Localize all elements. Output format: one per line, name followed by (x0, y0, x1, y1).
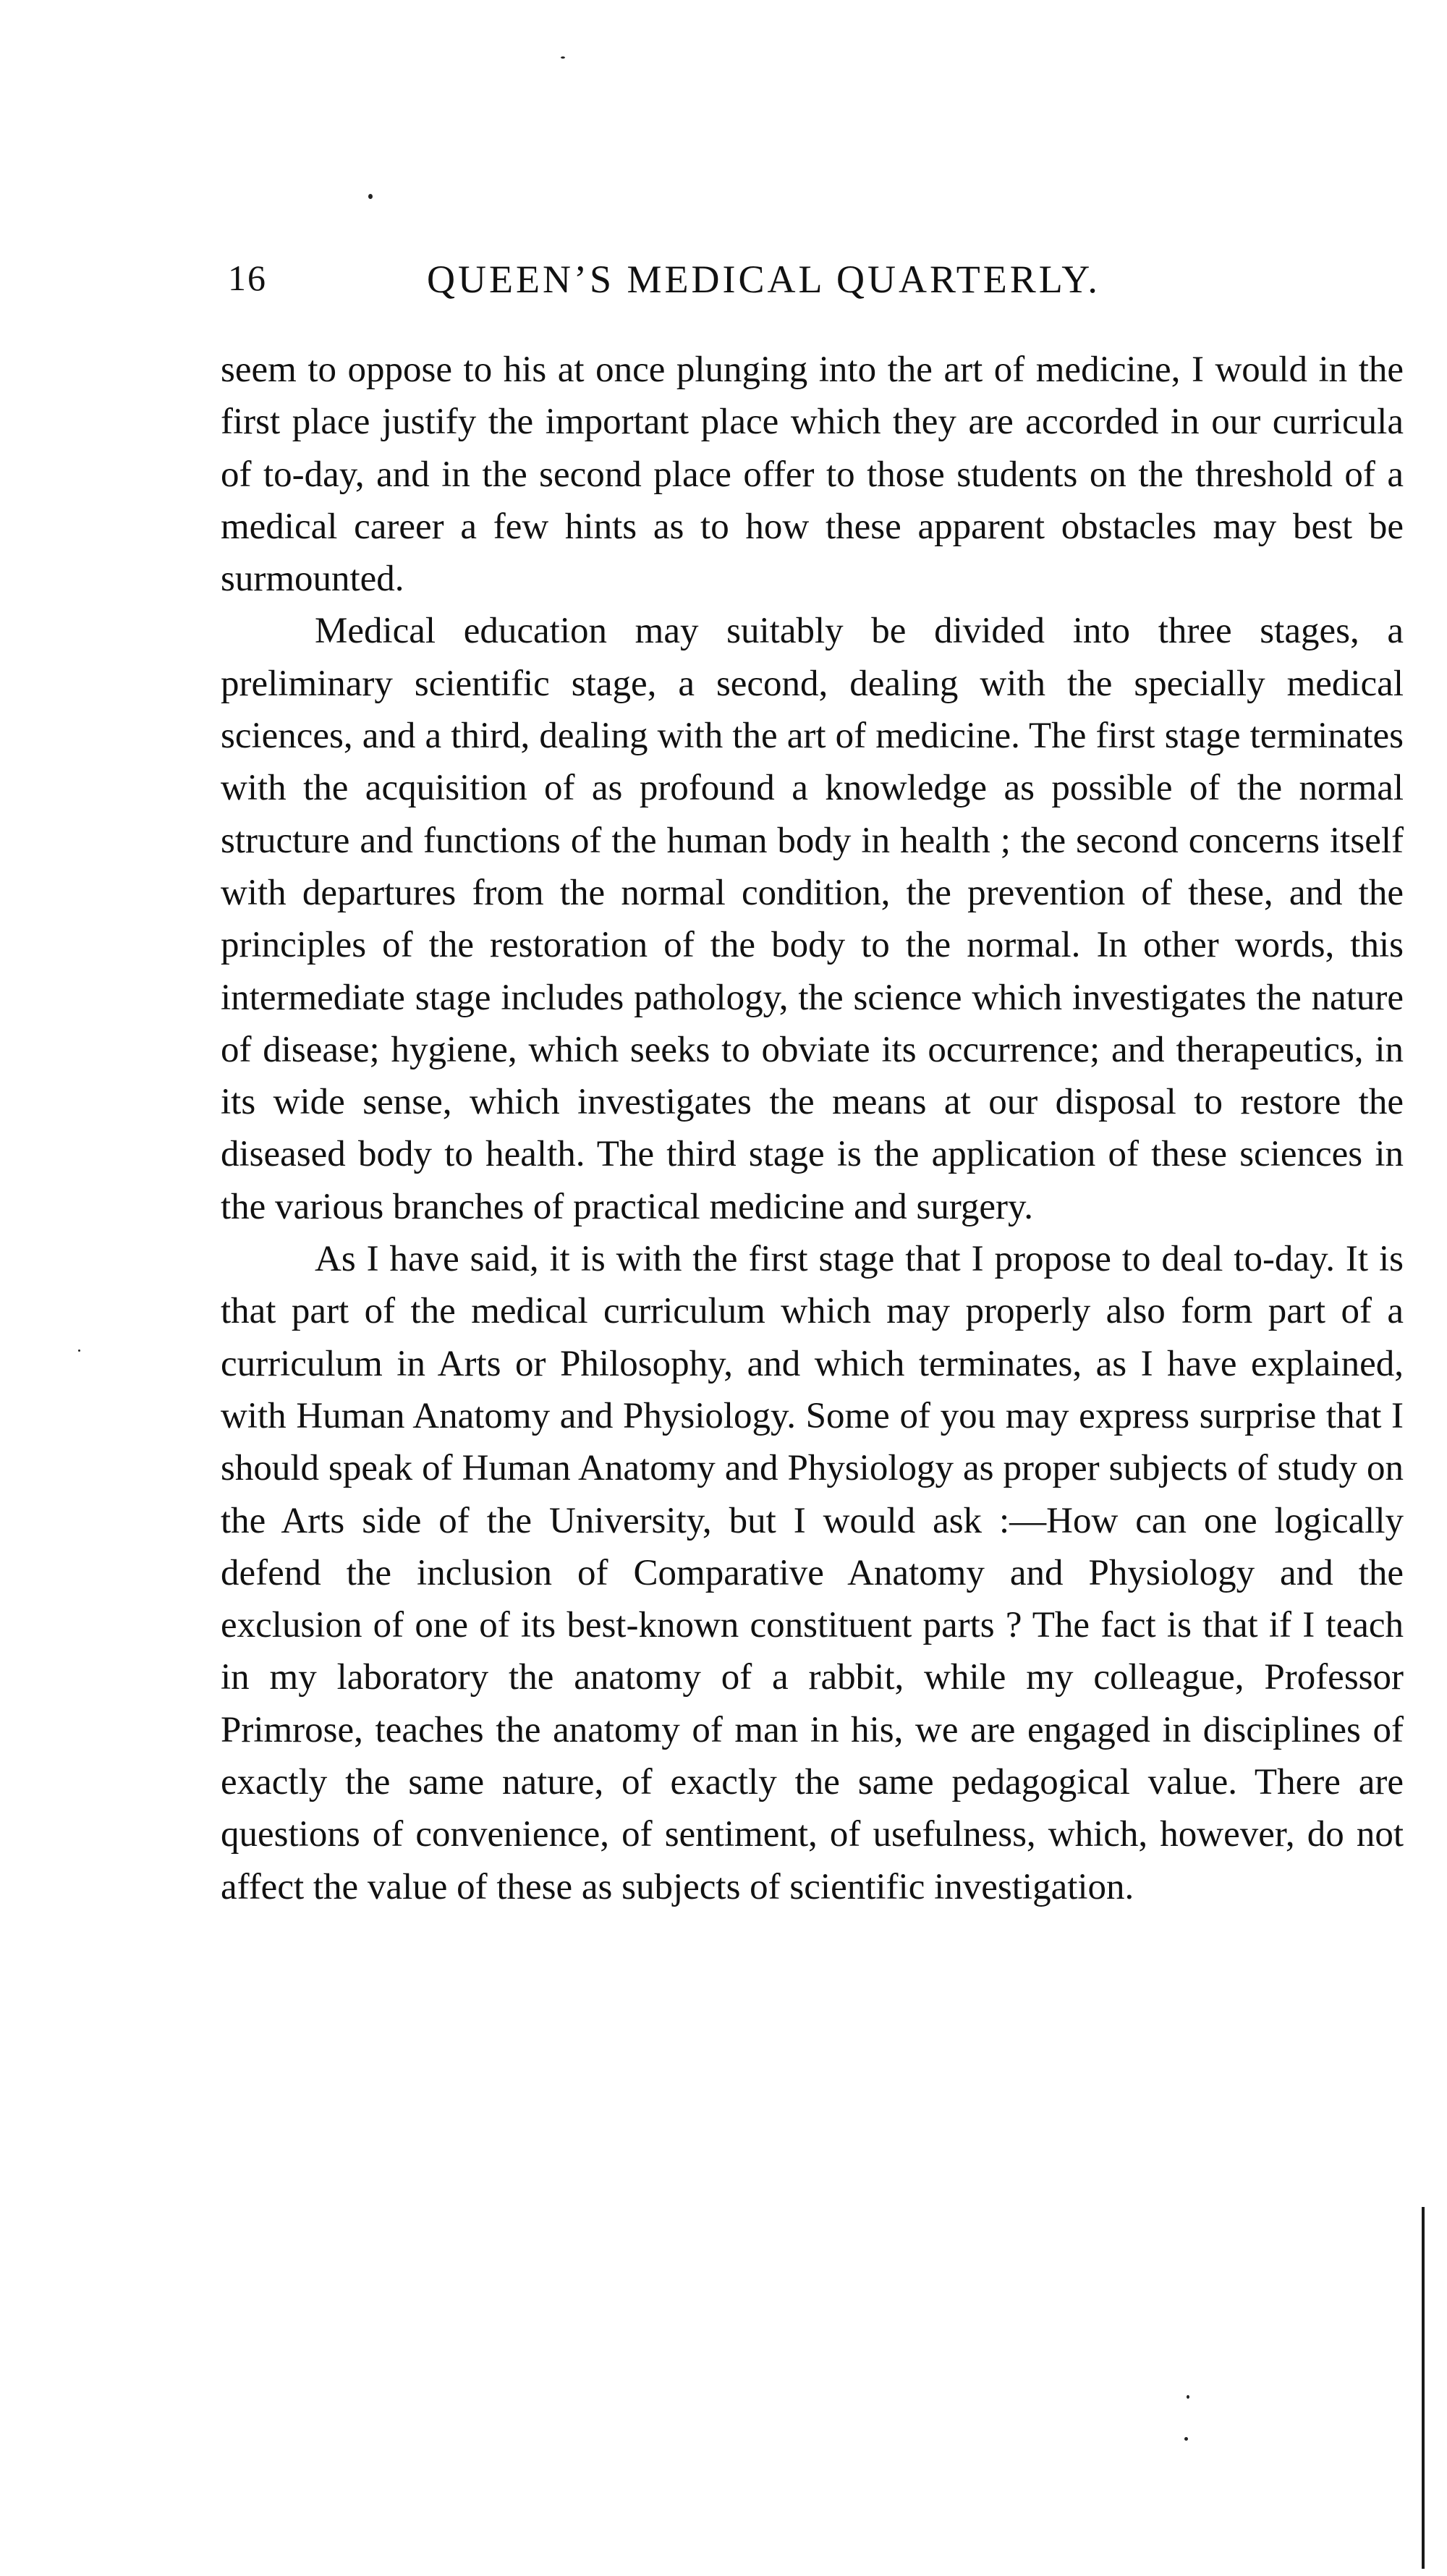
print-speck (78, 1350, 80, 1352)
page-number: 16 (228, 258, 267, 298)
page-edge-rule (1422, 2207, 1425, 2569)
running-head (228, 257, 1237, 315)
print-speck (1184, 2437, 1188, 2441)
print-speck (561, 56, 565, 59)
paragraph-continuation: seem to oppose to his at once plunging into the art of medicine, I would in the first place justify the important place which they are accorded in our curricula of to-day, and in the second place offer to those students on the threshold of a medical career a few hints as to how these apparent obstacles may best be surmounted. (221, 349, 1404, 600)
journal-title: QUEEN’S MEDICAL QUARTERLY. (427, 258, 1100, 301)
article-body (221, 344, 1404, 1913)
paragraph-first-stage: As I have said, it is with the first stage that I propose to deal to-day. It is that part of the medical curriculum which may properly also form part of a curriculum in Arts or Philosophy, and which terminates, as I have explained, with Human Anatomy and Physiology. Some of you may express surprise that I should speak of Human Anatomy and Physiology as proper subjects of study on the Arts side of the University, but I would ask :—How can one logically defend the inclusion of Comparative Anatomy and Physiology and the exclusion of one of its best-known constituent parts ? The fact is that if I teach in my laboratory the anatomy of a rabbit, while my colleague, Professor Primrose, teaches the anatomy of man in his, we are engaged in disciplines of exactly the same nature, of exactly the same pedagogical value. There are questions of convenience, of sentiment, of usefulness, which, however, do not affect the value of these as subjects of scientific investigation. (221, 1239, 1404, 1907)
paragraph-medical-education-stages: Medical education may suitably be divided into three stages, a preliminary scientific stage, a second, dealing with the specially medical sciences, and a third, dealing with the art of medicine. The first stage terminates with the acquisition of as profound a knowledge as possible of the normal structure and functions of the human body in health ; the second concerns itself with departures from the normal condition, the prevention of these, and the principles of the restoration of the body to the normal. In other words, this intermediate stage includes pathology, the science which investigates the nature of disease; hygiene, which seeks to obviate its occurrence; and therapeutics, in its wide sense, which investigates the means at our disposal to restore the diseased body to health. The third stage is the application of these sciences in the various branches of practical medicine and surgery. (221, 611, 1404, 1227)
print-speck (368, 194, 373, 199)
print-speck (1187, 2395, 1189, 2399)
